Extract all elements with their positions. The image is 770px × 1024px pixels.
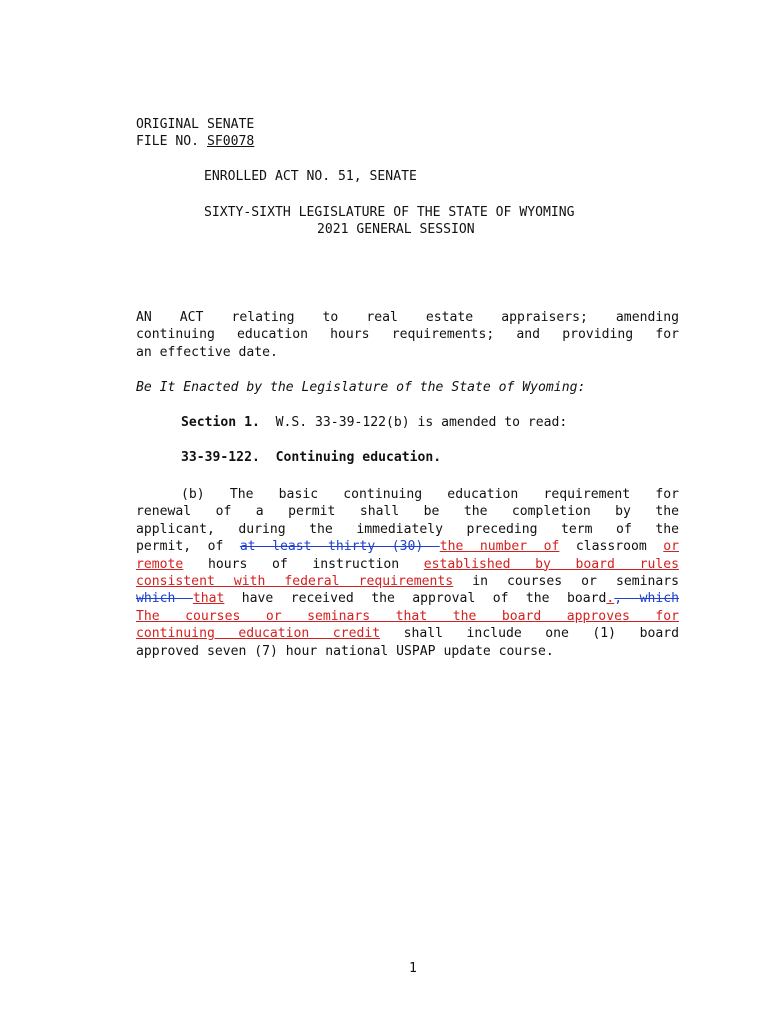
inserted-text: the number of [439,539,560,555]
page-number: 1 [409,961,417,976]
act-title-line-2: continuing education hours requirements; and providing for [136,327,679,343]
body-line-4: permit, of at least thirty (30) the number of classroom or [136,539,680,555]
section-1-heading: Section 1. [181,415,260,430]
inserted-text: remote [136,556,184,572]
body-line-8 [136,608,679,625]
act-title-paragraph [136,309,679,361]
inserted-text: established by board rules [423,556,679,572]
body-line-2: renewal of a permit shall be the completion by the [136,504,679,520]
body-line-10: approved seven (7) hour national USPAP update course. [136,643,554,659]
inserted-text: or [663,539,680,555]
body-line-5: remote hours of instruction established by board rules [136,556,679,572]
act-title-line-1: AN ACT relating to real estate appraisers; amending [136,310,679,325]
body-line-7: which that have received the approval of the board., which [136,591,679,607]
original-senate-label: ORIGINAL SENATE [136,117,255,132]
enrolled-act-line: ENROLLED ACT NO. 51, SENATE [204,169,417,184]
deleted-text: , which [614,591,679,607]
legislature-line: SIXTY-SIXTH LEGISLATURE OF THE STATE OF WYOMING [204,205,575,220]
body-line-6: consistent with federal requirements in courses or seminars [136,574,680,590]
body-line-3: applicant, during the immediately preceding term of the [136,521,679,537]
file-no-label: FILE NO. [136,134,207,149]
inserted-text: that [192,591,225,607]
statute-body-paragraph [136,486,679,660]
deleted-text: at least thirty (30) [239,539,440,555]
act-title-line-3: an effective date. [136,344,278,360]
section-1-line [181,415,567,431]
inserted-text: continuing education credit [136,626,381,642]
inserted-text: . [606,591,615,607]
enacting-clause: Be It Enacted by the Legislature of the State of Wyoming: [136,380,586,395]
session-line: 2021 GENERAL SESSION [317,222,475,237]
deleted-text: which [136,591,193,607]
file-number-line [136,134,254,150]
section-1-text: W.S. 33-39-122(b) is amended to read: [275,415,568,430]
inserted-text: consistent with federal requirements [136,574,454,590]
body-line-1: (b) The basic continuing education requirement for [181,487,679,502]
body-line-9: continuing education credit shall include one (1) board [136,626,679,642]
inserted-text: The courses or seminars that the board approves for [136,608,679,624]
file-no-value: SF0078 [206,134,255,149]
statute-heading: 33-39-122. Continuing education. [181,450,442,465]
